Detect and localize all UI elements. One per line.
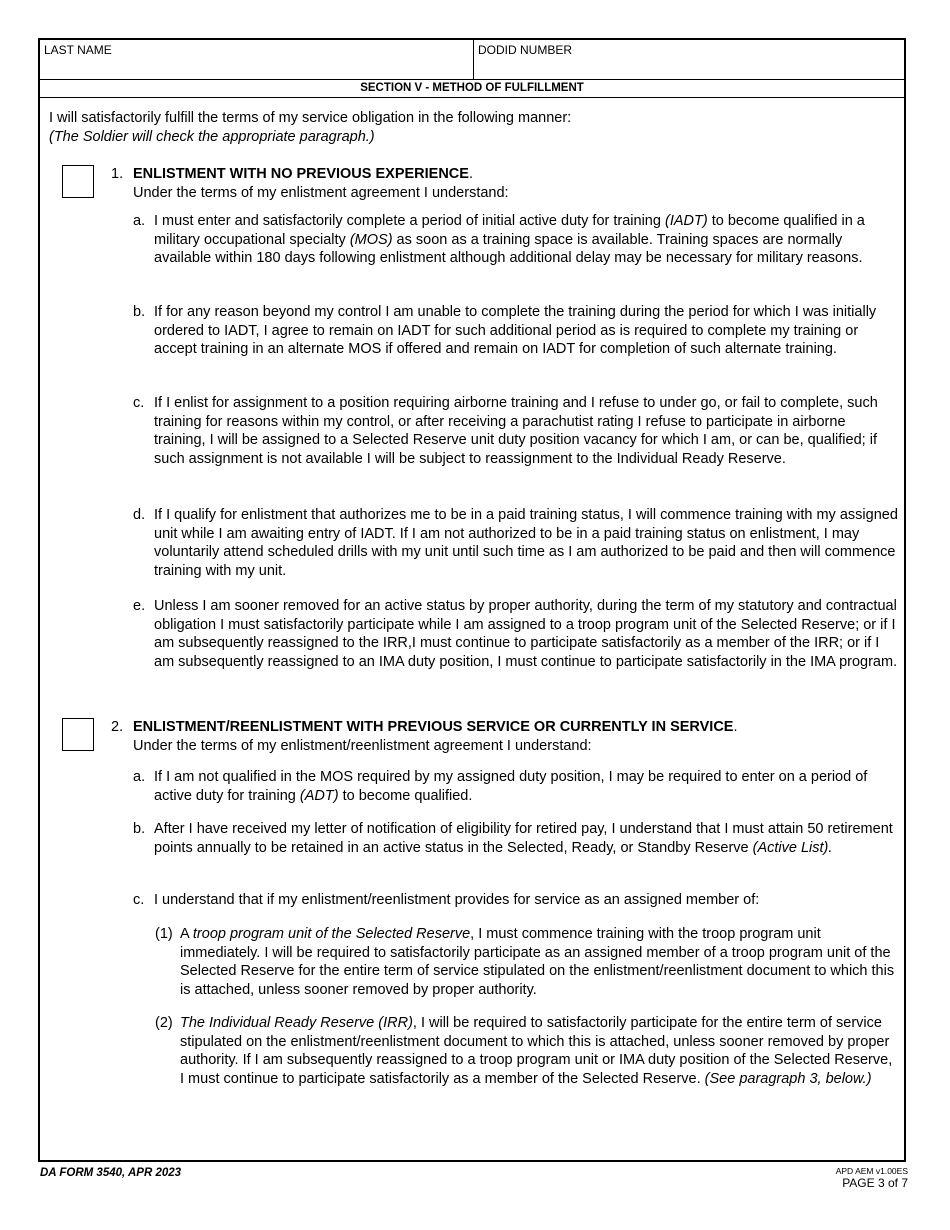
paragraph-2-heading: 2. ENLISTMENT/REENLISTMENT WITH PREVIOUS SERVICE OR CURRENTLY IN SERVICE. Under the terms of my enlistment/reenlistment agreement I understand: bbox=[111, 718, 891, 755]
intro bbox=[49, 109, 571, 146]
paragraph-2c-1: (1) A troop program unit of the Selected Reserve, I must commence training with the troop program unit immediately. I will be required to satisfactorily participate as an assigned member of a troop program unit of the Selected Reserve for the entire term of service stipulated on the enlistment/reenlistment document to which this is attached, unless sooner removed by proper authority. bbox=[155, 926, 895, 999]
paragraph-1a: a. I must enter and satisfactorily complete a period of initial active duty for training (IADT) to become qualified in a military occupational specialty (MOS) as soon as a training space is available. Training spaces are normally available within 180 days following enlistment although additional delay may be necessary for military reasons. bbox=[133, 213, 865, 267]
paragraph-2-number: 2. bbox=[111, 719, 124, 735]
paragraph-1c: c. If I enlist for assignment to a position requiring airborne training and I refuse to under go, or fail to complete, such training for reasons within my control, or after receiving a parachutist rating I refuse to participate in airborne training, I will be assigned to a Selected Reserve unit duty position vacancy for which I am, or can be, qualified; if such assignment is not available I will be subject to reassignment to the Individual Ready Reserve. bbox=[133, 395, 878, 468]
paragraph-1-number: 1. bbox=[111, 166, 124, 182]
paragraph-2-checkbox[interactable] bbox=[62, 718, 94, 751]
paragraph-2-subtitle: Under the terms of my enlistment/reenlistment agreement I understand: bbox=[133, 737, 592, 754]
footer-right bbox=[836, 1166, 908, 1191]
paragraph-2-title: ENLISTMENT/REENLISTMENT WITH PREVIOUS SERVICE OR CURRENTLY IN SERVICE bbox=[133, 719, 734, 735]
form-page bbox=[38, 38, 906, 1162]
dodid-number-label: DODID NUMBER bbox=[478, 43, 573, 57]
page-number: PAGE 3 of 7 bbox=[842, 1176, 908, 1190]
paragraph-2c-2: (2) The Individual Ready Reserve (IRR), I will be required to satisfactorily participate for the entire term of service stipulated on the enlistment/reenlistment document to which this is attached, unless sooner removed by proper authority. If I am subsequently reassigned to a troop program unit or IMA duty position of the Selected Reserve, I must continue to participate satisfactorily as a member of the Selected Reserve. (See paragraph 3, below.) bbox=[155, 1015, 893, 1088]
paragraph-1-title: ENLISTMENT WITH NO PREVIOUS EXPERIENCE bbox=[133, 166, 469, 182]
intro-text: I will satisfactorily fulfill the terms of my service obligation in the following manner: bbox=[49, 110, 572, 126]
paragraph-1-checkbox[interactable] bbox=[62, 165, 94, 198]
identification-row bbox=[40, 40, 904, 80]
paragraph-1e: e. Unless I am sooner removed for an active status by proper authority, during the term of my statutory and contractual obligation I must satisfactorily participate while I am assigned to a troop program unit of the Selected Reserve; or if I am subsequently reassigned to the IRR,I must continue to participate satisfactorily as a member of the IRR; or if I am subsequently reassigned to an IMA duty position, I must continue to participate satisfactorily in the IMA program. bbox=[133, 598, 898, 671]
paragraph-2a: a. If I am not qualified in the MOS required by my assigned duty position, I may be required to enter on a period of active duty for training (ADT) to become qualified. bbox=[133, 769, 868, 804]
paragraph-1b: b. If for any reason beyond my control I am unable to complete the training during the period for which I was initially ordered to IADT, I agree to remain on IADT for such additional period as is required to complete my training or accept training in an alternate MOS if offered and remain on IADT for completion of such alternate training. bbox=[133, 304, 877, 358]
paragraph-1d: d. If I qualify for enlistment that authorizes me to be in a paid training status, I will commence training with my assigned unit while I am awaiting entry of IADT. If I am not authorized to be in a paid training status on enlistment, I may voluntarily attend scheduled drills with my unit until such time as I am authorized to be paid and then will commence training with my unit. bbox=[133, 507, 898, 580]
dodid-number-field[interactable] bbox=[473, 40, 904, 79]
last-name-field[interactable] bbox=[40, 40, 473, 79]
paragraph-2c: c. I understand that if my enlistment/reenlistment provides for service as an assigned member of: bbox=[133, 892, 760, 908]
form-identifier: DA FORM 3540, APR 2023 bbox=[40, 1167, 182, 1179]
last-name-label: LAST NAME bbox=[44, 43, 112, 57]
paragraph-2b: b. After I have received my letter of notification of eligibility for retired pay, I understand that I must attain 50 retirement points annually to be retained in an active status in the Selected, Ready, or Standby Reserve (Active List). bbox=[133, 821, 893, 856]
paragraph-1-heading: 1. ENLISTMENT WITH NO PREVIOUS EXPERIENCE. Under the terms of my enlistment agreement I understand: bbox=[111, 165, 891, 202]
section-title: SECTION V - METHOD OF FULFILLMENT bbox=[40, 80, 904, 98]
form-version: APD AEM v1.00ES bbox=[835, 1166, 908, 1176]
intro-note: (The Soldier will check the appropriate paragraph.) bbox=[49, 128, 375, 145]
paragraph-1-subtitle: Under the terms of my enlistment agreement I understand: bbox=[133, 184, 509, 201]
